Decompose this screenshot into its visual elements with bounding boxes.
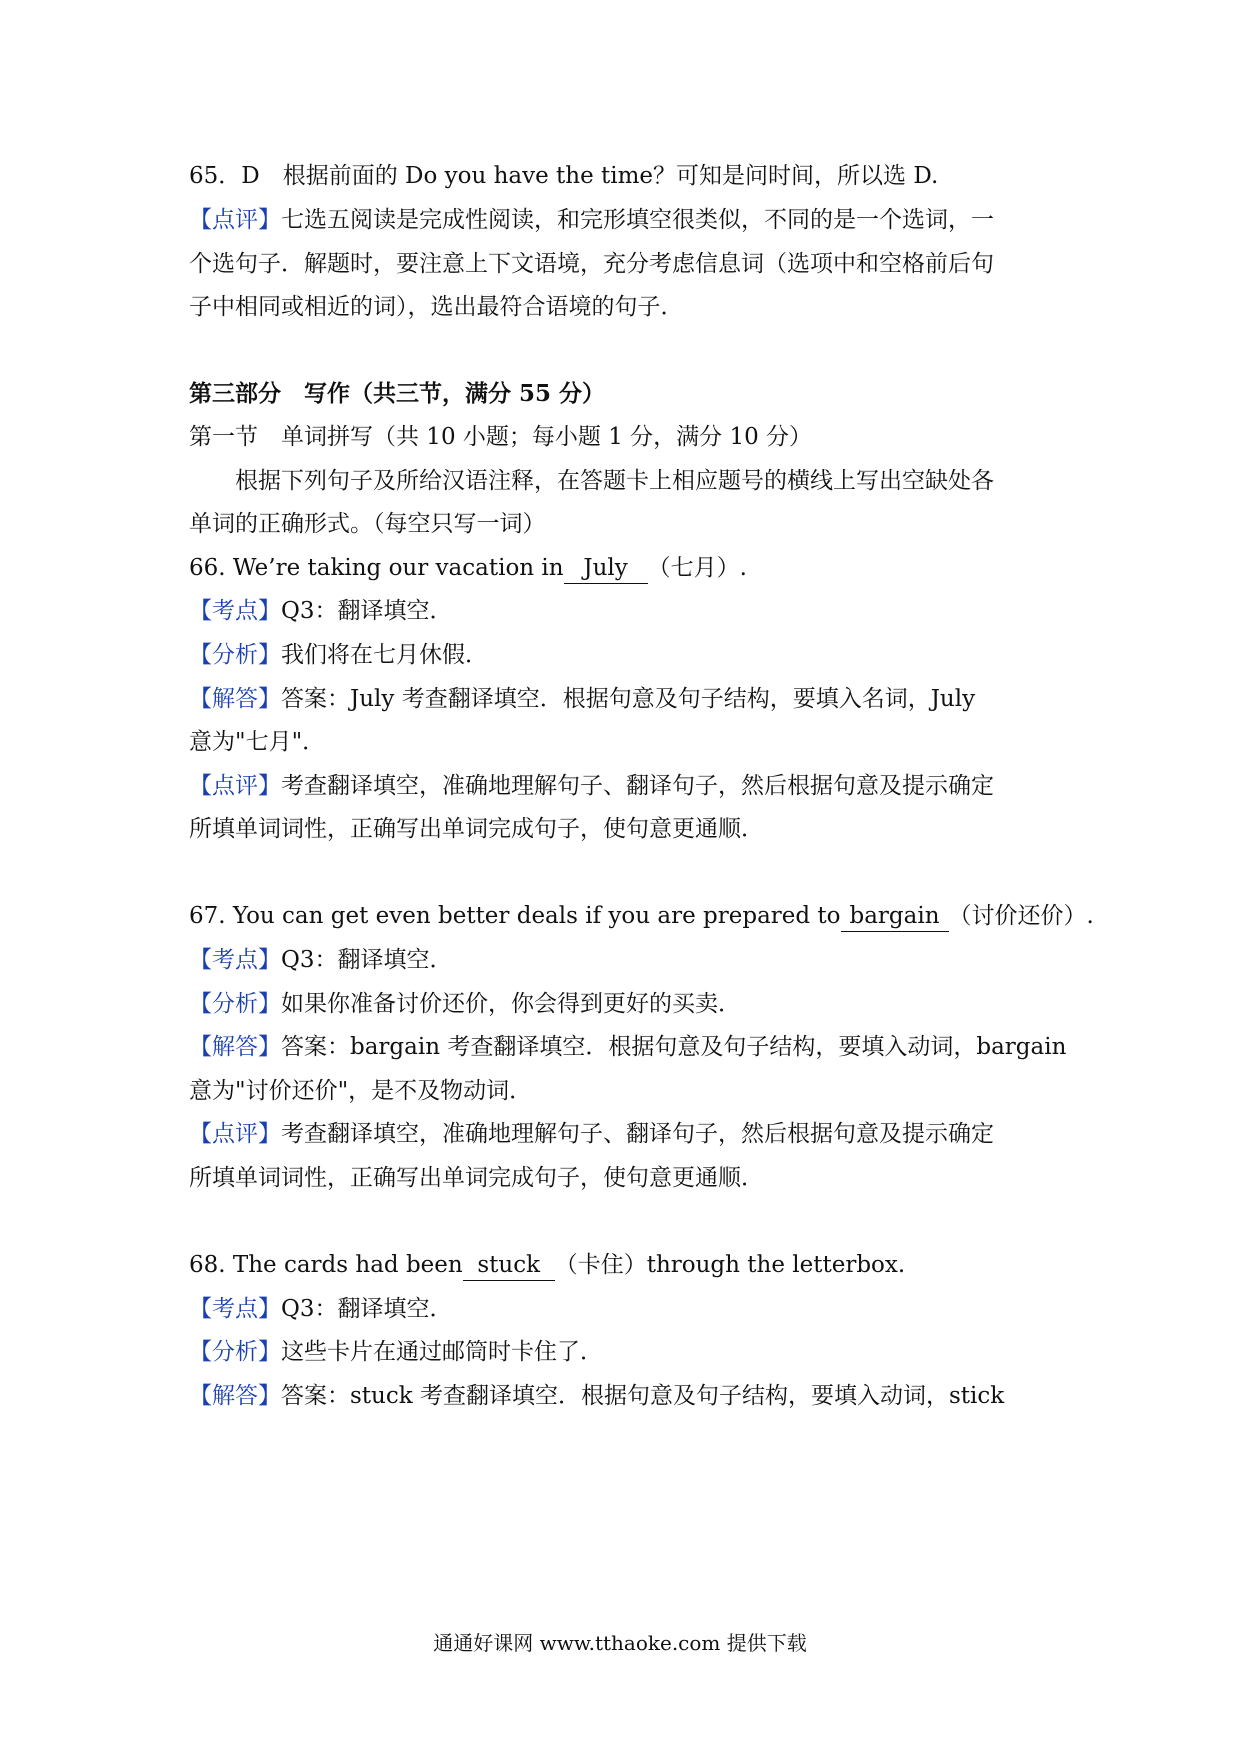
kaodian-tag: 【考点】 [189,598,281,624]
q66-fenxi-text: 我们将在七月休假． [281,642,488,668]
q67-dianping-line-1 [189,1114,1059,1154]
section-heading: 第三部分 写作（共三节，满分 55 分） [189,380,606,407]
fenxi-tag: 【分析】 [189,1339,281,1365]
q67-answer-blank: bargain [841,901,949,932]
q67-fenxi [189,984,1059,1024]
q66-dianping-line-2: 所填单词词性，正确写出单词完成句子，使句意更通顺． [189,816,764,842]
q68-stem [189,1245,1059,1285]
comment-tag: 【点评】 [189,207,281,233]
page-footer: 通通好课网 www.tthaoke.com 提供下载 [433,1631,807,1655]
q68-kaodian-text: Q3：翻译填空． [281,1296,453,1322]
q67-dianping-line-2: 所填单词词性，正确写出单词完成句子，使句意更通顺． [189,1165,764,1191]
q67-fenxi-text: 如果你准备讨价还价，你会得到更好的买卖． [281,991,741,1017]
q66-stem [189,548,1059,588]
q65-comment-line-2 [189,244,1059,284]
jieda-tag: 【解答】 [189,1034,281,1060]
q67-jieda-text-1: 答案：bargain 考查翻译填空．根据句意及句子结构，要填入动词，bargain [281,1034,1067,1060]
dianping-tag: 【点评】 [189,773,281,799]
section-subheading: 第一节 单词拼写（共 10 小题；每小题 1 分，满分 10 分） [189,424,813,450]
q68-stem-after: （卡住）through the letterbox. [554,1252,906,1278]
jieda-tag: 【解答】 [189,686,281,712]
q67-stem-before: 67. You can get even better deals if you are prepared to [189,903,841,929]
q67-kaodian [189,940,1059,980]
q66-dianping-text-1: 考查翻译填空，准确地理解句子、翻译句子，然后根据句意及提示确定 [281,773,994,799]
q66-stem-before: 66. We’re taking our vacation in [189,555,564,581]
dianping-tag: 【点评】 [189,1121,281,1147]
q66-kaodian-text: Q3：翻译填空． [281,598,453,624]
q66-kaodian [189,591,1059,631]
q67-jieda-line-1 [189,1027,1067,1067]
q66-jieda-line-1 [189,679,1059,719]
q68-kaodian [189,1289,1059,1329]
q66-jieda-text-1: 答案：July 考查翻译填空．根据句意及句子结构，要填入名词，July [281,686,976,712]
q66-jieda-line-2: 意为"七月"． [189,729,326,755]
q65-answer-line [189,156,1059,196]
q68-answer-blank: stuck [463,1250,555,1281]
q65-comment-text-2: 个选句子．解题时，要注意上下文语境，充分考虑信息词（选项中和空格前后句 [189,251,994,277]
q65-comment-text-3: 子中相同或相近的词），选出最符合语境的句子． [189,294,684,320]
q66-dianping-line-1 [189,766,1059,806]
instruction-line-1: 根据下列句子及所给汉语注释，在答题卡上相应题号的横线上写出空缺处各 [235,468,994,494]
q65-comment-line-3 [189,287,1059,327]
q68-fenxi [189,1332,1059,1372]
q67-kaodian-text: Q3：翻译填空． [281,947,453,973]
q67-stem-after: （讨价还价）. [948,903,1094,929]
q66-answer-blank: July [564,553,648,584]
q67-stem [189,896,1094,936]
q65-comment-line-1 [189,200,1059,240]
q67-jieda-line-2: 意为"讨价还价"，是不及物动词． [189,1078,533,1104]
q66-fenxi [189,635,1059,675]
q67-dianping-text-1: 考查翻译填空，准确地理解句子、翻译句子，然后根据句意及提示确定 [281,1121,994,1147]
q65-comment-text-1: 七选五阅读是完成性阅读，和完形填空很类似，不同的是一个选词，一 [281,207,994,233]
q68-jieda-text-1: 答案：stuck 考查翻译填空．根据句意及句子结构，要填入动词，stick [281,1383,1005,1409]
fenxi-tag: 【分析】 [189,991,281,1017]
kaodian-tag: 【考点】 [189,1296,281,1322]
jieda-tag: 【解答】 [189,1383,281,1409]
q68-fenxi-text: 这些卡片在通过邮筒时卡住了． [281,1339,603,1365]
q65-answer-text: 65．D 根据前面的 Do you have the time？可知是问时间，所以选 D. [189,163,939,189]
q68-jieda-line-1 [189,1376,1059,1416]
q68-stem-before: 68. The cards had been [189,1252,463,1278]
fenxi-tag: 【分析】 [189,642,281,668]
instruction-line-2: 单词的正确形式。（每空只写一词） [189,511,546,537]
kaodian-tag: 【考点】 [189,947,281,973]
q66-stem-after: （七月）. [647,555,747,581]
